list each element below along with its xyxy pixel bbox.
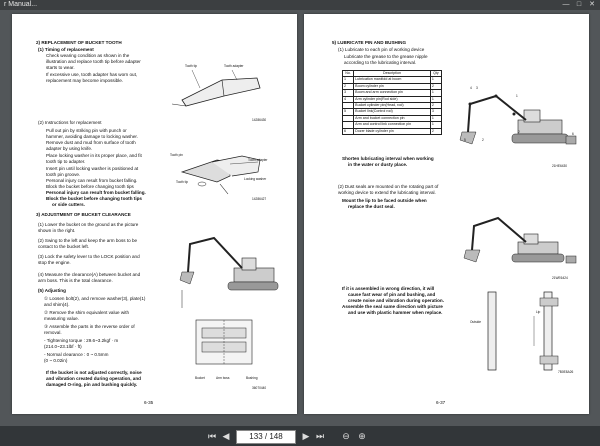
close-button[interactable]: ✕ [589,1,595,8]
warning-line: If the bucket is not adjusted correctly, noise [46,370,142,375]
table-row [343,128,442,134]
text-line: Check wearing condition as shown in the [46,53,130,58]
text-line: measuring value. [44,316,79,321]
text-line: tooth tip to adapter. [46,159,86,164]
fig-label: Tooth adapter [224,64,244,68]
next-page-button[interactable]: ▶ [302,431,310,441]
zoom-in-button[interactable]: ⊕ [358,431,366,441]
text-line: working device to extend the lubricating interval. [338,190,436,195]
fig-label: Bushing [246,376,258,380]
section-heading: 5) LUBRICATE PIN AND BUSHING [332,40,407,45]
window-title: r Manual... [4,1,38,8]
text-line: Remove dust and mud from surface of tooth [46,140,136,145]
text-line: illustration and replace tooth tip before adapter [46,59,141,64]
text-line: removal. [44,330,62,335]
table-cell: 1 [430,115,441,121]
warning-line: create noise and vibration during operation. [348,298,444,303]
table-header: No. [343,71,354,77]
table-cell: 2 [430,83,441,89]
left-page [12,14,297,414]
fig-label: 3 [476,86,478,90]
table-header: Description [354,71,431,77]
text-line: - Tightening torque : 29.6~3.2kgf · m [44,338,119,343]
table-cell: 1 [430,77,441,83]
text-line: (214.0~23.1lbf · ft) [44,344,82,349]
table-cell: Boom cylinder pin [354,83,431,89]
table-cell: 1 [430,90,441,96]
warning-line: and vibration created during operation, and [46,376,141,381]
last-page-button[interactable]: ⏭ [315,431,325,441]
text-line: Place locking washer in its proper place, and fit [46,153,142,158]
table-cell: Bucket cylinder pin(Head, rod) [354,103,431,109]
text-line: Insert pin until locking washer is positioned at [46,166,139,171]
total-pages: 148 [269,432,283,441]
text-line: tooth pin groove. [46,172,81,177]
text-line: (4) Measure the clearance(A) between bucket and [38,272,141,277]
lubrication-table [342,70,442,135]
warning-line: replace the dust seal. [348,204,395,209]
fig-label: 1 [516,94,518,98]
text-line: Pull out pin by striking pin with punch or [46,128,127,133]
warning-line: or side cutters. [52,202,85,207]
text-line: (2) Dust seals are mounted on the rotating part of [338,184,439,189]
fig-label: Lip [536,310,541,314]
dust-seal-figure [474,286,574,376]
fig-code: 14286430 [252,118,267,122]
right-page [304,14,589,414]
window-titlebar [0,0,600,10]
step-title: (1) Timing of replacement [38,47,94,52]
text-line: (1) Lower the bucket on the ground as the picture [38,222,139,227]
maximize-button[interactable]: □ [576,1,582,8]
lubrication-points-figure [454,84,582,166]
table-cell: 1 [343,77,354,83]
warning-line: Mount the lip to be faced outside when [342,198,427,203]
text-line: according to the lubricating interval. [344,60,417,65]
text-line: ① Loosen bolt(2), and remove washer(3), plate(1) [44,296,146,301]
page-separator: / [262,432,270,441]
text-line: shown in the right. [38,228,76,233]
zoom-out-button[interactable]: ⊖ [342,431,350,441]
text-line: If excessive use, tooth adapter has worn out, [46,72,138,77]
text-line: - Normal clearance : 0 ~ 0.5mm [44,352,109,357]
table-cell: Bucket link(Control rod) [354,109,431,115]
table-cell: Arm and bucket connection pin [354,115,431,121]
table-cell: 6 [343,128,354,134]
fig-label: Locking washer [244,177,267,181]
tooth-pin-figure [172,142,272,202]
fig-label: 4 [470,86,472,90]
fig-code: 21WE6424 [552,276,568,280]
table-cell: 3 [430,109,441,115]
warning-line: damaged O-ring, pin and bushing quickly. [46,382,138,387]
page-navigation-bar [0,426,600,446]
fig-code: 36070440 [252,386,267,390]
fig-label: 2 [482,138,484,142]
text-line: (3) Lock the safety lever to the LOCK position and [38,254,140,259]
fig-label: Outside [470,320,481,324]
text-line: ② Remove the shim equivalent value with [44,310,130,315]
warning-line: cause fast wear of pin and bushing, and [348,292,436,297]
text-line: (2) Swing to the left and keep the arm boss to be [38,238,138,243]
text-line: ③ Assemble the parts in the reverse order of [44,324,135,329]
step-title: (2) Instructions for replacement [38,120,102,125]
page-number: 6-35 [144,400,154,405]
fig-label: 5 [464,138,466,142]
step-title: (5) Adjusting [38,288,66,293]
text-line: Lubricate the grease to the grease nipple [344,54,428,59]
warning-line: Assemble the seal same direction with picture [342,304,443,309]
table-cell: Dozer blade cylinder pin [354,128,431,134]
warning-line: Block the bucket before changing tooth tips [46,196,142,201]
bucket-clearance-figure [176,228,286,388]
text-line: replacement may become impossible. [46,78,124,83]
table-cell: 2 [343,83,354,89]
fig-label: Tooth tip [185,64,198,68]
page-number-input[interactable] [236,430,296,444]
fig-label: Arm boss [216,376,230,380]
table-cell: Arm and control link connection pin [354,122,431,128]
fig-label: Tooth pin [170,153,183,157]
warning-line: Personal injury can result from bucket falling. [46,190,146,195]
text-line: Personal injury can result from bucket falling. [46,178,138,183]
minimize-button[interactable]: — [562,1,570,8]
prev-page-button[interactable]: ◀ [222,431,230,441]
tooth-figure [162,58,272,116]
text-line: contact to the bucket left. [38,244,90,249]
step-title: (1) Lubricate to each pin of working device [338,47,425,52]
warning-line: If it is assembled in wrong direction, it will [342,286,435,291]
text-line: stop the engine. [38,260,71,265]
text-line: Block the bucket before changing tooth tips [46,184,134,189]
table-cell: Lubrication manifold at boom [354,77,431,83]
table-cell: Arm cylinder pin(Rod side) [354,96,431,102]
fig-label: Tooth tip [176,180,189,184]
table-cell: 4 [343,96,354,102]
table-cell: Boom and arm connection pin [354,90,431,96]
fig-label: Bucket [195,376,205,380]
text-line: starts to wear. [46,65,75,70]
text-line: (0 ~ 0.02in) [44,358,68,363]
table-cell: 5 [343,109,354,115]
warning-line: and use with plastic hammer when replace. [348,310,443,315]
table-cell: 2 [430,103,441,109]
table-header: Qty [430,71,441,77]
text-line: adapter by using knife. [46,146,93,151]
text-line: arm boss. This is the total clearance. [38,278,113,283]
dust-seal-excavator-figure [460,212,580,276]
fig-label: 6 [572,132,574,136]
table-cell: 2 [430,128,441,134]
current-page: 133 [249,432,263,441]
section-heading: 2) REPLACEMENT OF BUCKET TOOTH [36,40,122,45]
table-cell: 1 [430,122,441,128]
fig-label: Tooth adapter [248,158,268,162]
page-number: 6-37 [436,400,446,405]
warning-line: Shorten lubricating interval when working [342,156,434,161]
text-line: hammer, avoiding damage to locking washer. [46,134,138,139]
table-cell: 3 [343,90,354,96]
fig-code: 14286427 [252,197,267,201]
fig-code: 7B0E8A26 [558,370,574,374]
table-cell: 1 [430,96,441,102]
section-heading: 3) ADJUSTMENT OF BUCKET CLEARANCE [36,212,131,217]
fig-label: 2 [518,130,520,134]
fig-code: 21HE6430 [552,164,568,168]
text-line: and shim(4). [44,302,70,307]
first-page-button[interactable]: ⏮ [207,431,217,441]
warning-line: in the water or dusty place. [348,162,408,167]
